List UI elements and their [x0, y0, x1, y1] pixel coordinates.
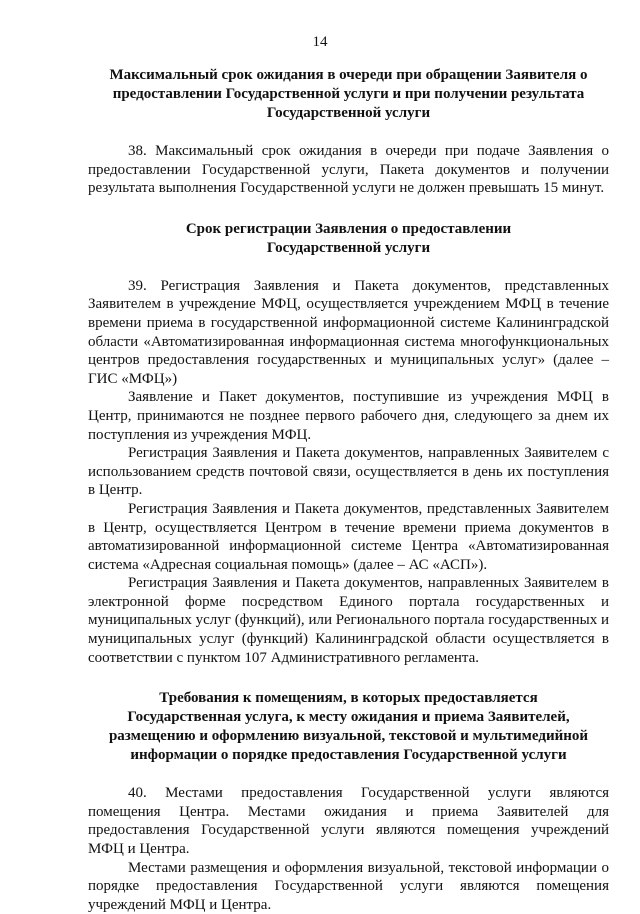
paragraph: 40. Местами предоставления Государственной услуги являются помещения Центра. Местами ожидания и приема Заявителей для предоставления Государственной услуги являются помещения учреждений МФЦ и Центра. — [88, 785, 609, 858]
section-heading — [88, 66, 609, 123]
heading-line: Государственной услуги — [266, 105, 431, 121]
heading-line: Срок регистрации Заявления о предоставлении — [185, 220, 512, 237]
heading-line: предоставлении Государственной услуги и при получении результата — [112, 86, 585, 102]
section-waiting-time — [88, 66, 609, 198]
heading-line: Максимальный срок ожидания в очереди при обращении Заявителя о — [109, 67, 588, 83]
section-heading — [88, 689, 609, 765]
page-content — [88, 66, 609, 914]
paragraph: 38. Максимальный срок ожидания в очереди при подаче Заявления о предоставлении Государственной услуги, Пакета документов и получении результата выполнения Государственной услуги не должен превышать 15 минут. — [88, 143, 609, 197]
heading-line: Требования к помещениям, в которых предоставляется — [159, 690, 538, 707]
paragraph: Регистрация Заявления и Пакета документов, направленных Заявителем в электронной форме посредством Единого портала государственных и муниципальных услуг (функций), или Регионального портала государственных и муниципальных услуг (функций) Калининградской области осуществляется в соответствии с пунктом 107 Административного регламента. — [88, 575, 609, 666]
section-registration-time — [88, 220, 609, 667]
heading-line: Государственной услуги — [266, 239, 431, 256]
paragraph: Местами размещения и оформления визуальной, текстовой информации о порядке предоставления Государственной услуги являются помещения учреждений МФЦ и Центра. — [88, 859, 609, 913]
heading-line: Государственная услуга, к месту ожидания и приема Заявителей, — [127, 709, 570, 726]
heading-line: размещению и оформлению визуальной, текстовой и мультимедийной — [108, 728, 589, 745]
section-premises-requirements — [88, 689, 609, 914]
section-heading — [88, 220, 609, 258]
paragraph: Регистрация Заявления и Пакета документов, направленных Заявителем с использованием средств почтовой связи, осуществляется в день их поступления в Центр. — [88, 445, 609, 499]
page-number: 14 — [312, 34, 328, 50]
heading-line: информации о порядке предоставления Государственной услуги — [130, 747, 567, 764]
paragraph: 39. Регистрация Заявления и Пакета документов, представленных Заявителем в учреждение МФЦ, осуществляется учреждением МФЦ в течение времени приема в государственной информационной системе Калининградской области «Автоматизированная информационная система многофункциональных центров предоставления государственных и муниципальных услуг» (далее – ГИС «МФЦ») — [88, 277, 609, 387]
paragraph: Заявление и Пакет документов, поступившие из учреждения МФЦ в Центр, принимаются не позднее первого рабочего дня, следующего за днем их поступления из учреждения МФЦ. — [88, 389, 609, 443]
paragraph: Регистрация Заявления и Пакета документов, представленных Заявителем в Центр, осуществляется Центром в течение времени приема документов в автоматизированной информационной системе Центра «Автоматизированная система «Адресная социальная помощь» (далее – АС «АСП»). — [88, 500, 609, 573]
